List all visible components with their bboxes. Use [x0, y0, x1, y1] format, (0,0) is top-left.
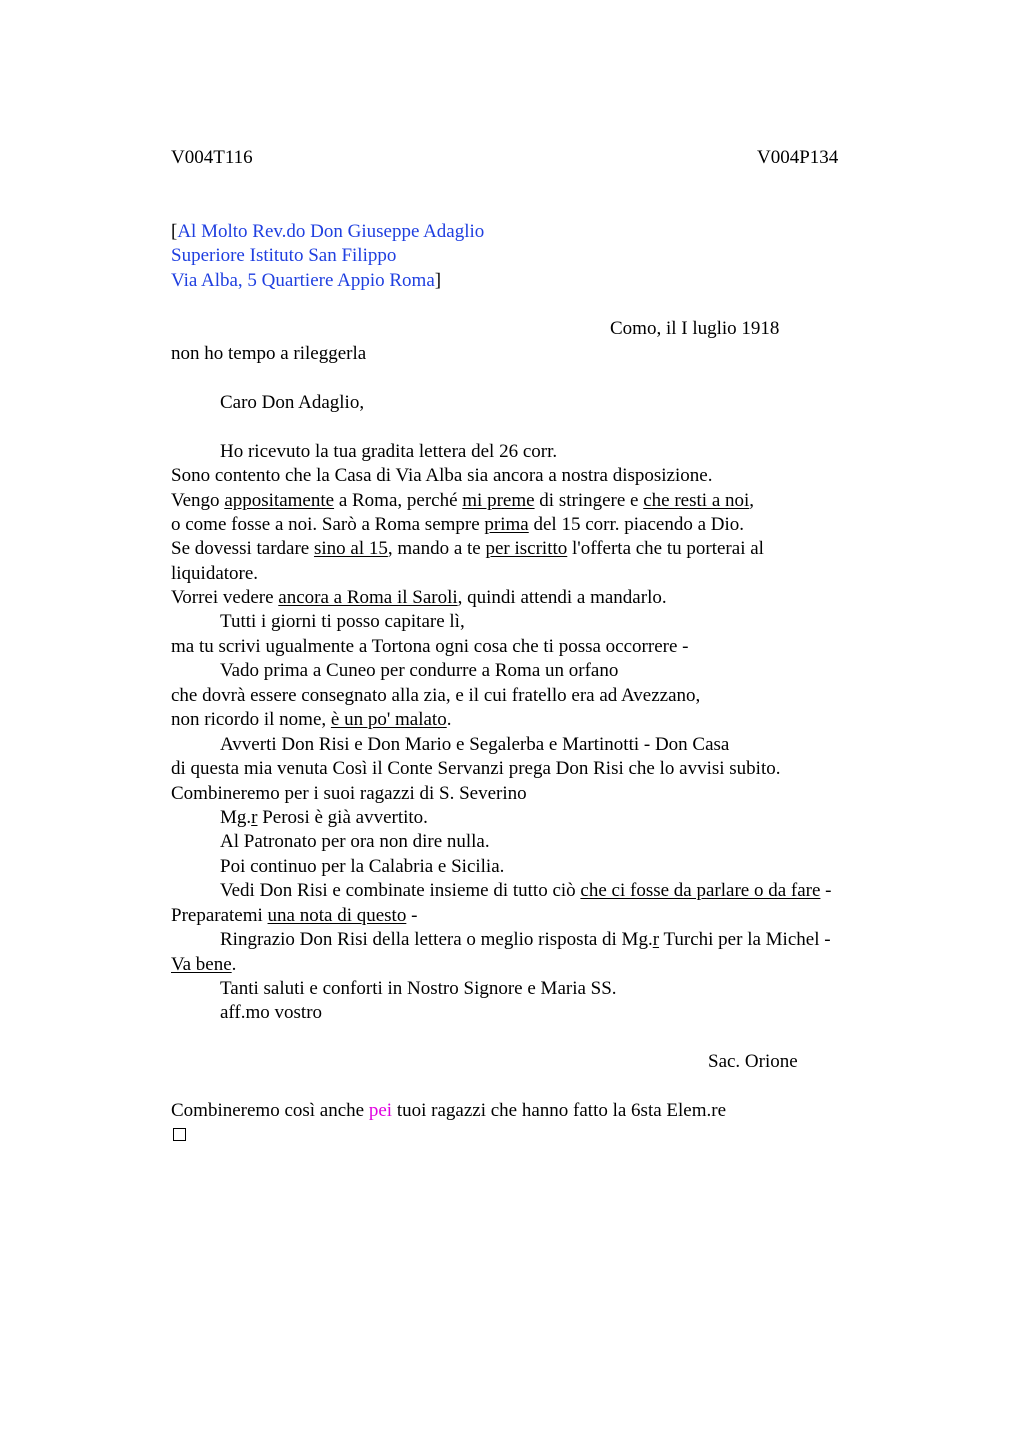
- empty-square-icon: [173, 1128, 186, 1141]
- header-left-code: V004T116: [171, 147, 253, 168]
- underlined-text: r: [652, 929, 660, 950]
- highlighted-word: pei: [368, 1100, 393, 1121]
- salutation: Caro Don Adaglio,: [220, 392, 365, 413]
- underlined-text: prima: [484, 514, 529, 535]
- body-line: Poi continuo per la Calabria e Sicilia.: [220, 856, 505, 877]
- underlined-text: appositamente: [224, 490, 335, 511]
- closing-formula: aff.mo vostro: [220, 1002, 323, 1023]
- underlined-text: è un po' malato: [330, 709, 447, 730]
- address-text: Al Molto Rev.do Don Giuseppe Adaglio: [177, 221, 485, 242]
- body-line: Vorrei vedere ancora a Roma il Saroli, quindi attendi a mandarlo.: [171, 587, 667, 608]
- body-line: Tutti i giorni ti posso capitare lì,: [220, 611, 465, 632]
- body-line: Ringrazio Don Risi della lettera o meglio risposta di Mg.r Turchi per la Michel -: [220, 929, 831, 950]
- underlined-text: per iscritto: [485, 538, 568, 559]
- body-line: di questa mia venuta Così il Conte Servanzi prega Don Risi che lo avvisi subito.: [171, 758, 781, 779]
- underlined-text: sino al 15: [313, 538, 388, 559]
- underlined-text: ancora a Roma il Saroli: [278, 587, 458, 608]
- body-line: liquidatore.: [171, 563, 259, 584]
- closing-line: Tanti saluti e conforti in Nostro Signore e Maria SS.: [220, 978, 617, 999]
- underlined-text: che resti a noi: [643, 490, 750, 511]
- underlined-text: una nota di questo: [267, 905, 407, 926]
- body-line: Avverti Don Risi e Don Mario e Segalerba e Martinotti - Don Casa: [220, 734, 730, 755]
- body-line: Va bene.: [171, 954, 237, 975]
- address-line-2: Superiore Istituto San Filippo: [171, 245, 397, 266]
- body-line: ma tu scrivi ugualmente a Tortona ogni cosa che ti possa occorrere -: [171, 636, 689, 657]
- body-line: Sono contento che la Casa di Via Alba sia ancora a nostra disposizione.: [171, 465, 713, 486]
- address-line-3: Via Alba, 5 Quartiere Appio Roma]: [171, 270, 442, 291]
- underlined-text: mi preme: [462, 490, 535, 511]
- postscript: Combineremo così anche pei tuoi ragazzi che hanno fatto la 6sta Elem.re: [171, 1100, 727, 1121]
- body-line: che dovrà essere consegnato alla zia, e il cui fratello era ad Avezzano,: [171, 685, 701, 706]
- underlined-text: che ci fosse da parlare o da fare: [580, 880, 821, 901]
- underlined-text: Va bene: [171, 954, 232, 975]
- body-line: non ricordo il nome, è un po' malato.: [171, 709, 452, 730]
- body-line: o come fosse a noi. Sarò a Roma sempre prima del 15 corr. piacendo a Dio.: [171, 514, 745, 535]
- dateline: Como, il I luglio 1918: [610, 318, 780, 339]
- body-line: Se dovessi tardare sino al 15, mando a te per iscritto l'offerta che tu porterai al: [171, 538, 764, 559]
- margin-note: non ho tempo a rileggerla: [171, 343, 367, 364]
- body-line: Ho ricevuto la tua gradita lettera del 26 corr.: [220, 441, 558, 462]
- body-line: Vengo appositamente a Roma, perché mi preme di stringere e che resti a noi,: [171, 490, 755, 511]
- signature: Sac. Orione: [708, 1051, 798, 1072]
- address-line-1: [Al Molto Rev.do Don Giuseppe Adaglio: [171, 221, 485, 242]
- body-line: Preparatemi una nota di questo -: [171, 905, 418, 926]
- body-line: Vedi Don Risi e combinate insieme di tutto ciò che ci fosse da parlare o da fare -: [220, 880, 832, 901]
- body-line: Combineremo per i suoi ragazzi di S. Severino: [171, 783, 527, 804]
- body-line: Al Patronato per ora non dire nulla.: [220, 831, 490, 852]
- underlined-text: r: [251, 807, 258, 828]
- body-line: Vado prima a Cuneo per condurre a Roma un orfano: [220, 660, 619, 681]
- address-text: Via Alba, 5 Quartiere Appio Roma: [171, 270, 435, 291]
- header-right-code: V004P134: [757, 147, 839, 168]
- body-line: Mg.r Perosi è già avvertito.: [220, 807, 428, 828]
